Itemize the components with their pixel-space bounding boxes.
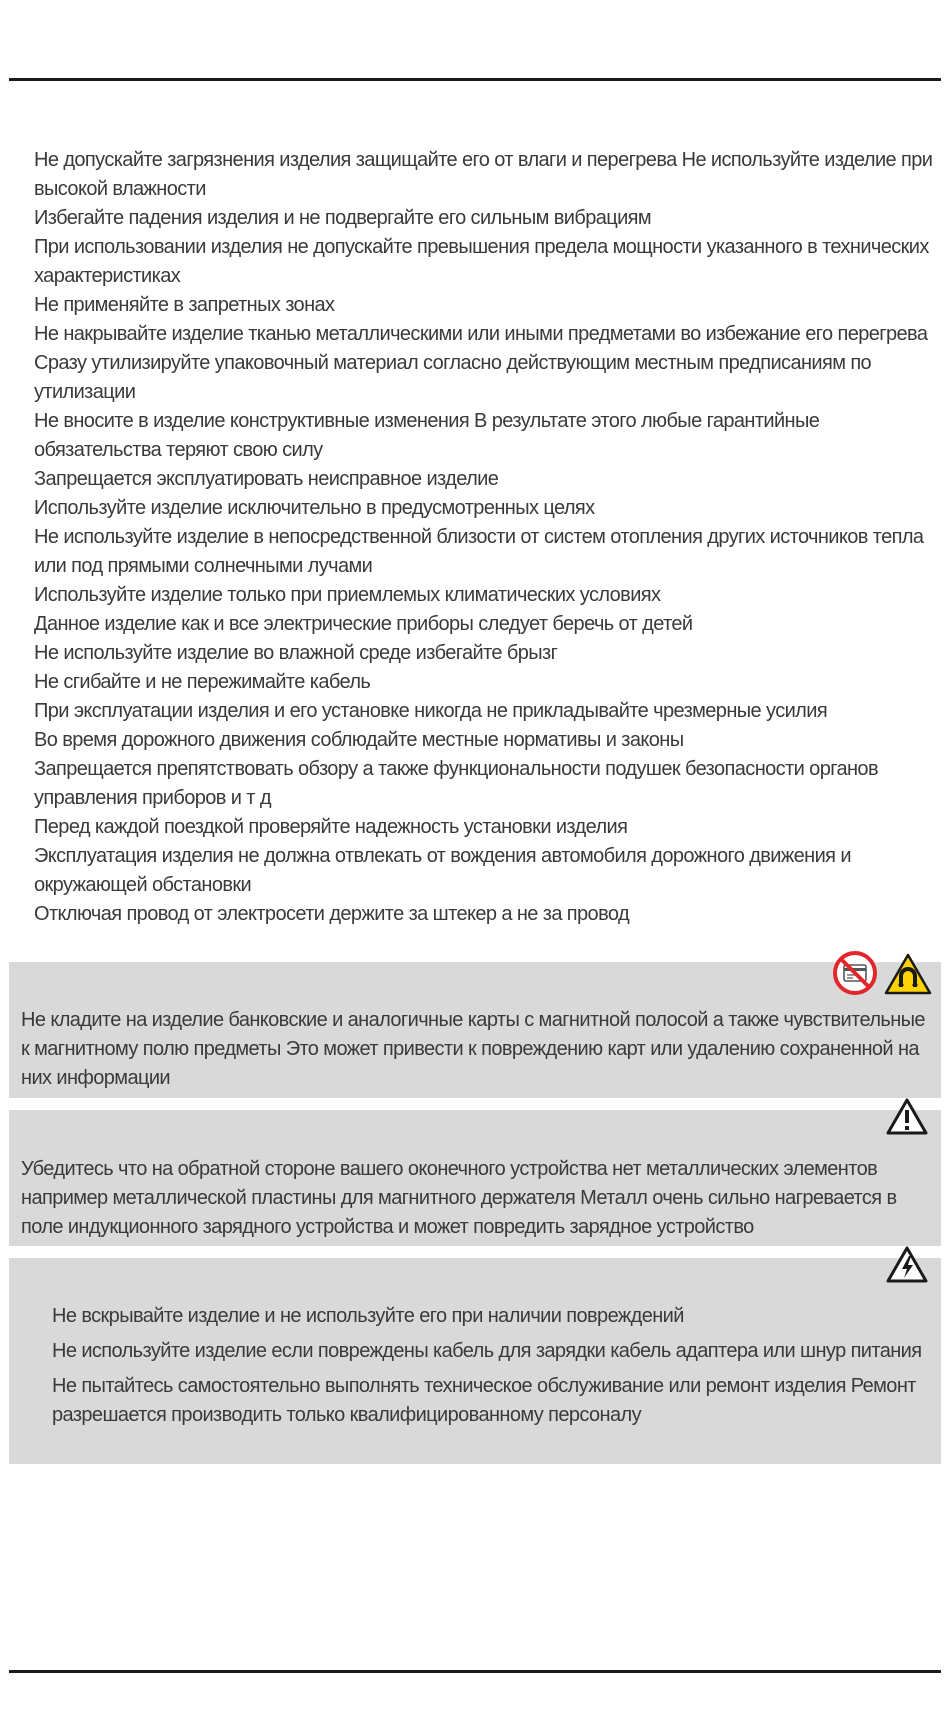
list-item: Не сгибайте и не пережимайте кабель	[34, 671, 371, 693]
electric-warnings-list	[52, 1302, 932, 1436]
electric-shock-warning-icon	[886, 1246, 928, 1284]
list-item: Во время дорожного движения соблюдайте местные нормативы и законы	[34, 729, 684, 751]
list-item: Запрещается эксплуатировать неисправное изделие	[34, 468, 499, 490]
notice-magnetic-cards	[9, 962, 941, 1098]
list-item: Запрещается препятствовать обзору а также функциональности подушек безопасности органов управления приборов и т д	[34, 758, 878, 809]
no-magnetic-card-icon	[832, 950, 878, 996]
notice-metal-parts	[9, 1110, 941, 1246]
list-item: Перед каждой поездкой проверяйте надежность установки изделия	[34, 816, 628, 838]
list-item: Не вносите в изделие конструктивные изменения В результате этого любые гарантийные обязательства теряют свою силу	[34, 410, 820, 461]
safety-instructions-list	[34, 146, 944, 929]
list-item: Не вскрывайте изделие и не используйте его при наличии повреждений	[52, 1305, 684, 1327]
list-item: Не используйте изделие во влажной среде избегайте брызг	[34, 642, 558, 664]
notice-text: Не кладите на изделие банковские и аналогичные карты с магнитной полосой а также чувствительные к магнитному полю предметы Это может привести к повреждению карт или удалению сохраненной на них информации	[21, 1009, 925, 1089]
list-item: Отключая провод от электросети держите за штекер а не за провод	[34, 903, 630, 925]
list-item: Используйте изделие исключительно в предусмотренных целях	[34, 497, 595, 519]
list-item: Сразу утилизируйте упаковочный материал согласно действующим местным предписаниям по утилизации	[34, 352, 872, 403]
list-item: При использовании изделия не допускайте превышения предела мощности указанного в технических характеристиках	[34, 236, 929, 287]
list-item: Эксплуатация изделия не должна отвлекать от вождения автомобиля дорожного движения и окружающей обстановки	[34, 845, 851, 896]
list-item: Данное изделие как и все электрические приборы следует беречь от детей	[34, 613, 693, 635]
top-divider	[9, 78, 941, 81]
list-item: Не допускайте загрязнения изделия защищайте его от влаги и перегрева Не используйте изделие при высокой влажности	[34, 149, 933, 200]
magnet-warning-icon	[884, 952, 932, 996]
notice-electric-shock	[9, 1258, 941, 1464]
list-item: Не используйте изделие в непосредственной близости от систем отопления других источников тепла или под прямыми солнечными лучами	[34, 526, 924, 577]
list-item: Не используйте изделие если повреждены кабель для зарядки кабель адаптера или шнур питания	[52, 1340, 922, 1362]
list-item: Не пытайтесь самостоятельно выполнять техническое обслуживание или ремонт изделия Ремонт разрешается производить только квалифицированному персоналу	[52, 1375, 916, 1426]
bottom-divider	[9, 1670, 941, 1673]
notice-text: Убедитесь что на обратной стороне вашего оконечного устройства нет металлических элементов например металлической пластины для магнитного держателя Металл очень сильно нагревается в поле индукционного зарядного устройства и может повредить зарядное устройство	[21, 1158, 897, 1238]
warning-icon	[886, 1098, 928, 1136]
list-item: При эксплуатации изделия и его установке никогда не прикладывайте чрезмерные усилия	[34, 700, 828, 722]
list-item: Не применяйте в запретных зонах	[34, 294, 335, 316]
list-item: Не накрывайте изделие тканью металлическими или иными предметами во избежание его перегрева	[34, 323, 928, 345]
list-item: Избегайте падения изделия и не подвергайте его сильным вибрациям	[34, 207, 652, 229]
list-item: Используйте изделие только при приемлемых климатических условиях	[34, 584, 661, 606]
